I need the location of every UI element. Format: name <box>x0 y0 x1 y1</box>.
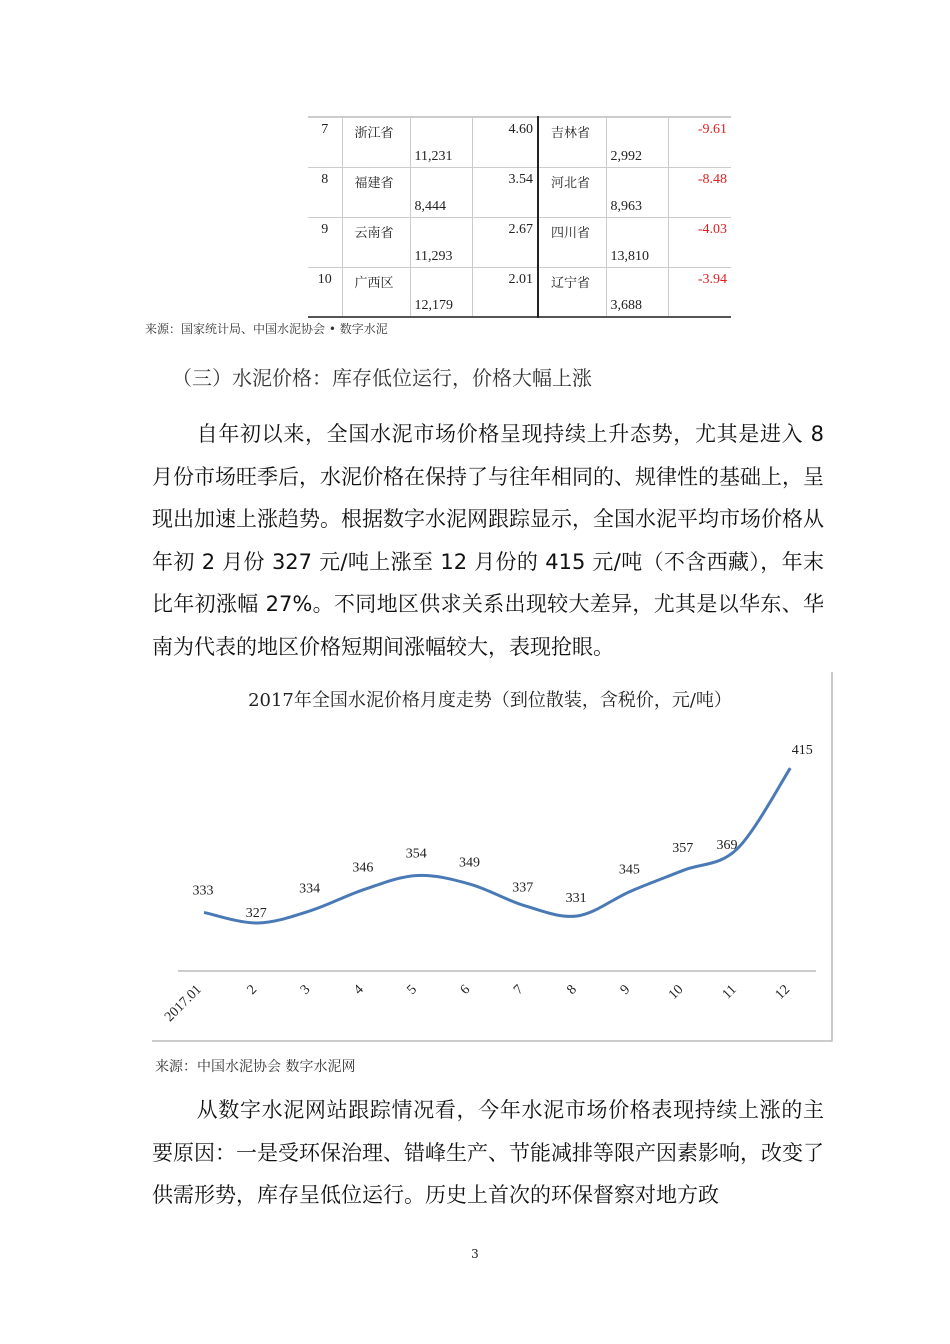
series-line <box>204 768 790 923</box>
x-tick-label: 7 <box>511 982 527 998</box>
cell-val-a: 11,231 <box>410 117 472 167</box>
x-tick-label: 8 <box>564 982 580 998</box>
x-tick-label: 5 <box>404 982 421 998</box>
data-label: 345 <box>618 862 640 878</box>
data-label: 346 <box>352 860 374 876</box>
cell-val-b: 2,992 <box>606 117 668 167</box>
cell-pct-a: 3.54 <box>472 167 538 217</box>
cell-prov-a: 福建省 <box>342 167 410 217</box>
paragraph-1-text: 自年初以来，全国水泥市场价格呈现持续上升态势，尤其是进入 8 月份市场旺季后，水泥价格在保持了与往年相同的、规律性的基础上，呈现出加速上涨趋势。根据数字水泥网跟踪显示，全国水泥平均市场价格从年初 2 月份 327 元/吨上涨至 12 月份的 415 元/吨（不含西藏），年末比年初涨幅 27%。不同地区供求关系出现较大差异，尤其是以华东、华南为代表的地区价格短期间涨幅较大，表现抢眼。 <box>152 422 824 659</box>
cell-prov-a: 浙江省 <box>342 117 410 167</box>
x-tick-label: 10 <box>666 982 687 1003</box>
table-source: 来源：国家统计局、中国水泥协会 • 数字水泥 <box>145 322 388 336</box>
x-tick-label: 4 <box>351 982 367 998</box>
data-label: 327 <box>245 906 267 921</box>
cell-val-b: 3,688 <box>606 267 668 317</box>
paragraph-2 <box>152 1089 824 1217</box>
section-heading: （三）水泥价格：库存低位运行，价格大幅上涨 <box>172 366 592 390</box>
data-label: 333 <box>192 883 214 899</box>
cell-pct-b: -9.61 <box>668 117 731 167</box>
cell-rank: 8 <box>308 167 342 217</box>
cell-rank: 10 <box>308 267 342 317</box>
data-label: 337 <box>512 880 534 896</box>
cell-val-a: 8,444 <box>410 167 472 217</box>
x-tick-label: 2 <box>244 982 261 998</box>
cell-rank: 9 <box>308 217 342 267</box>
cell-val-a: 11,293 <box>410 217 472 267</box>
data-label: 369 <box>716 838 738 854</box>
cell-rank: 7 <box>308 117 342 167</box>
paragraph-2-text: 从数字水泥网站跟踪情况看，今年水泥市场价格表现持续上涨的主要原因：一是受环保治理、错峰生产、节能减排等限产因素影响，改变了供需形势，库存呈低位运行。历史上首次的环保督察对地方政 <box>152 1098 824 1207</box>
cell-pct-a: 2.67 <box>472 217 538 267</box>
data-label: 354 <box>405 846 427 862</box>
cell-prov-b: 吉林省 <box>538 117 606 167</box>
cell-val-a: 12,179 <box>410 267 472 317</box>
data-label: 357 <box>672 841 694 857</box>
x-tick-label: 12 <box>772 982 794 1003</box>
cell-pct-b: -4.03 <box>668 217 731 267</box>
data-label: 349 <box>459 855 480 871</box>
cell-pct-b: -3.94 <box>668 267 731 317</box>
chart-title: 2017年全国水泥价格月度走势（到位散装，含税价，元/吨） <box>248 690 732 711</box>
x-tick-label: 6 <box>457 982 474 998</box>
data-label: 415 <box>791 743 813 759</box>
x-tick-label: 11 <box>719 982 740 1003</box>
cell-val-b: 13,810 <box>606 217 668 267</box>
cell-prov-a: 云南省 <box>342 217 410 267</box>
data-label: 334 <box>299 881 321 897</box>
cell-prov-b: 辽宁省 <box>538 267 606 317</box>
page-number: 3 <box>471 1247 479 1261</box>
cell-pct-a: 2.01 <box>472 267 538 317</box>
x-tick-label: 2017.01 <box>162 982 205 1026</box>
cell-prov-b: 河北省 <box>538 167 606 217</box>
x-tick-label: 3 <box>297 982 314 998</box>
data-label: 331 <box>565 890 587 906</box>
cell-prov-a: 广西区 <box>342 267 410 317</box>
x-tick-label: 9 <box>617 982 634 998</box>
cell-prov-b: 四川省 <box>538 217 606 267</box>
cell-pct-a: 4.60 <box>472 117 538 167</box>
cell-pct-b: -8.48 <box>668 167 731 217</box>
chart-source: 来源：中国水泥协会 数字水泥网 <box>155 1059 356 1075</box>
cell-val-b: 8,963 <box>606 167 668 217</box>
